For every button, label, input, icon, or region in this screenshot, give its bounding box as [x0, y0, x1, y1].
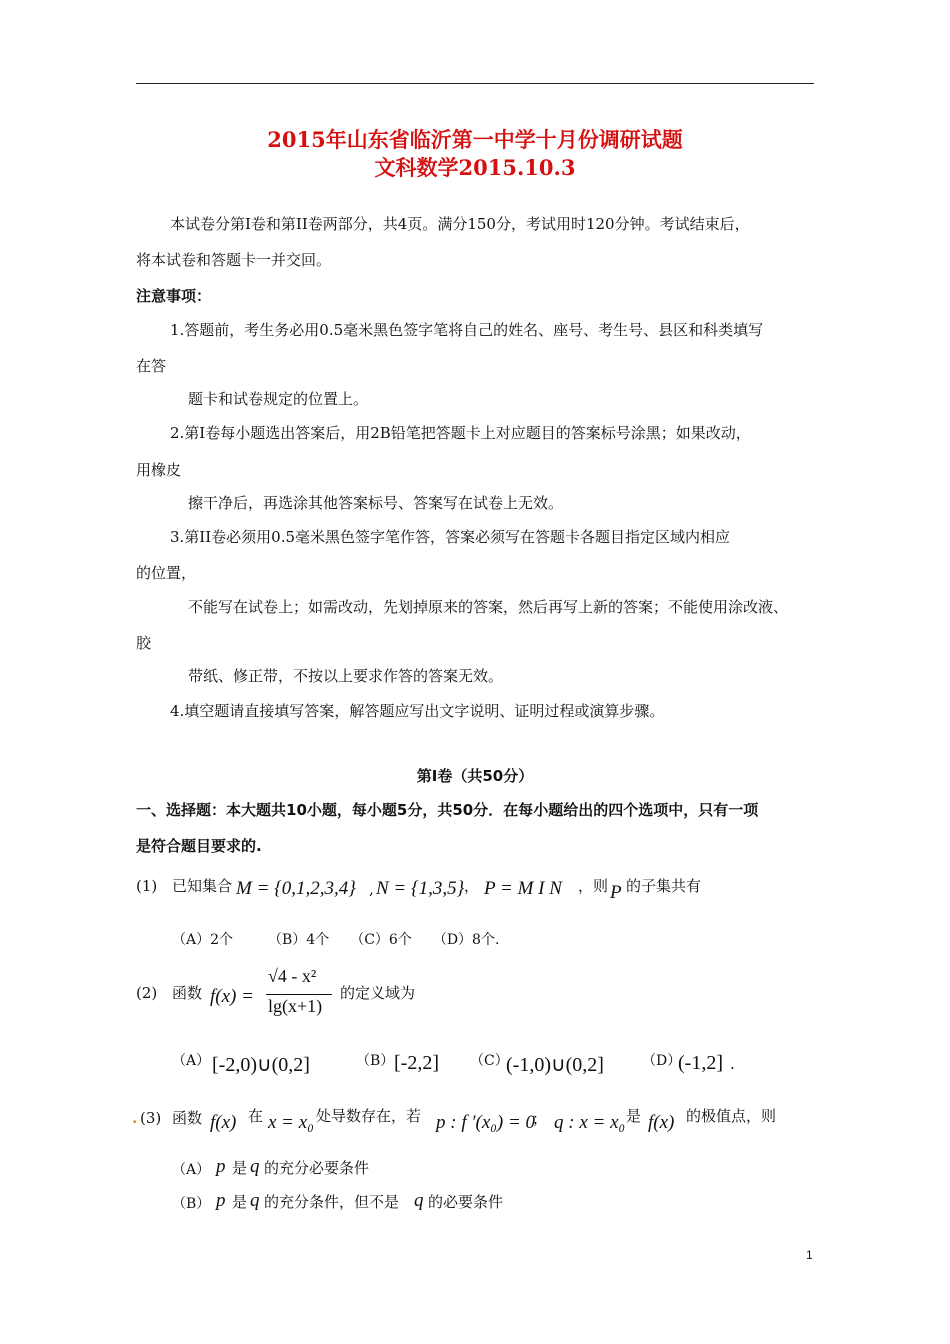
intro-line-1: 本试卷分第Ⅰ卷和第II卷两部分，共4页。满分150分，考试用时120分钟。考试结束后， [170, 215, 750, 233]
q3-a-p: p [216, 1156, 226, 1177]
q3-is: 是 [626, 1107, 642, 1125]
q1-number: (1) [136, 877, 158, 895]
q1-options: （A）2个 （B）4个 （C）6个 （D）8个. [172, 932, 500, 948]
q3-b-p: p [216, 1190, 226, 1211]
q3-a-q: q [250, 1156, 260, 1177]
q2-option-a: [-2,0)∪(0,2] [212, 1054, 310, 1076]
q2-number: (2) [136, 984, 158, 1002]
note-3c: 不能写在试卷上；如需改动，先划掉原来的答案，然后再写上新的答案；不能使用涂改液、 [188, 598, 789, 616]
q3-b-mid: 是 [232, 1193, 248, 1211]
q2-option-c: (-1,0)∪(0,2] [506, 1054, 604, 1076]
q1-then: ，则 [578, 877, 609, 895]
note-2c: 擦干净后，再选涂其他答案标号、答案写在试卷上无效。 [188, 494, 564, 512]
note-4: 4.填空题请直接填写答案，解答题应写出文字说明、证明过程或演算步骤。 [170, 702, 665, 720]
q3-number: (3) [140, 1109, 162, 1127]
q3-derivative-text: 处导数存在，若 [316, 1107, 422, 1125]
section-instructions-2: 是符合题目要求的. [136, 837, 262, 855]
q3-semicolon: ； [532, 1110, 548, 1128]
q3-mark: . [132, 1109, 138, 1127]
q3-function: f(x) [210, 1112, 237, 1133]
q1-comma-2: ， [464, 877, 480, 895]
note-1c: 题卡和试卷规定的位置上。 [188, 390, 369, 408]
q3-b-q2: q [414, 1190, 424, 1211]
section-heading: 第Ⅰ卷（共50分） [416, 767, 534, 785]
q2-option-b: [-2,2] [394, 1052, 439, 1074]
q2-denominator: lg(x+1) [268, 996, 323, 1016]
note-3e: 带纸、修正带，不按以上要求作答的答案无效。 [188, 667, 504, 685]
q3-at: 在 [248, 1107, 264, 1125]
q2-function: f(x) = [210, 986, 254, 1007]
note-2b: 用橡皮 [136, 461, 182, 479]
q1-set-p: P = M Ι N [484, 878, 562, 899]
note-3b: 的位置， [136, 564, 197, 582]
q2-tail: 的定义域为 [340, 984, 416, 1002]
q3-condition-q: q : x = x₀ [554, 1112, 626, 1133]
q3-a-mid: 是 [232, 1159, 248, 1177]
note-1a: 1.答题前，考生务必用0.5毫米黑色签字笔将自己的姓名、座号、考生号、县区和科类填写 [170, 321, 764, 339]
q3-b-q: q [250, 1190, 260, 1211]
q1-tail: 的子集共有 [626, 877, 702, 895]
q3-lead: 函数 [172, 1109, 203, 1127]
q1-comma: , [369, 880, 374, 898]
q3-b-mid2: 的充分条件，但不是 [264, 1193, 400, 1211]
q1-lead: 已知集合 [172, 877, 233, 895]
page-number: 1 [806, 1248, 813, 1262]
q2-label-a: （A） [172, 1053, 211, 1069]
q2-fraction-bar [266, 994, 332, 995]
q1-set-m: M = {0,1,2,3,4} [236, 878, 356, 899]
top-rule [136, 83, 814, 84]
q1-p-var: P [610, 882, 622, 903]
q2-label-d: （D） [642, 1053, 682, 1069]
section-instructions-1: 一、选择题：本大题共10小题，每小题5分，共50分．在每小题给出的四个选项中，只有一项 [136, 801, 759, 819]
q2-end: . [730, 1055, 735, 1073]
q3-function-2: f(x) [648, 1112, 675, 1133]
q1-set-n: N = {1,3,5} [376, 878, 465, 899]
intro-line-2: 将本试卷和答题卡一并交回。 [136, 251, 332, 269]
q2-option-d: (-1,2] [678, 1052, 723, 1074]
note-3a: 3.第II卷必须用0.5毫米黑色签字笔作答，答案必须写在答题卡各题目指定区域内相应 [170, 528, 731, 546]
note-3d: 胶 [136, 634, 152, 652]
q3-label-a: （A） [172, 1162, 211, 1178]
q3-x-eq: x = x₀ [268, 1112, 314, 1133]
q2-label-b: （B） [356, 1053, 395, 1069]
q3-condition-p: p : f ′(x₀) = 0 [436, 1112, 536, 1133]
notes-heading: 注意事项： [136, 287, 212, 305]
q2-lead: 函数 [172, 984, 203, 1002]
q3-b-end: 的必要条件 [428, 1193, 504, 1211]
q2-label-c: （C） [470, 1053, 509, 1069]
note-2a: 2.第Ⅰ卷每小题选出答案后，用2B铅笔把答题卡上对应题目的答案标号涂黑；如果改动， [170, 424, 751, 442]
exam-title: 2015年山东省临沂第一中学十月份调研试题 [267, 127, 683, 152]
note-1b: 在答 [136, 357, 167, 375]
q3-label-b: （B） [172, 1196, 211, 1212]
q3-tail: 的极值点，则 [686, 1107, 777, 1125]
q2-numerator: √4 - x² [268, 966, 317, 986]
exam-subtitle: 文科数学2015.10.3 [374, 155, 576, 180]
q3-a-end: 的充分必要条件 [264, 1159, 370, 1177]
